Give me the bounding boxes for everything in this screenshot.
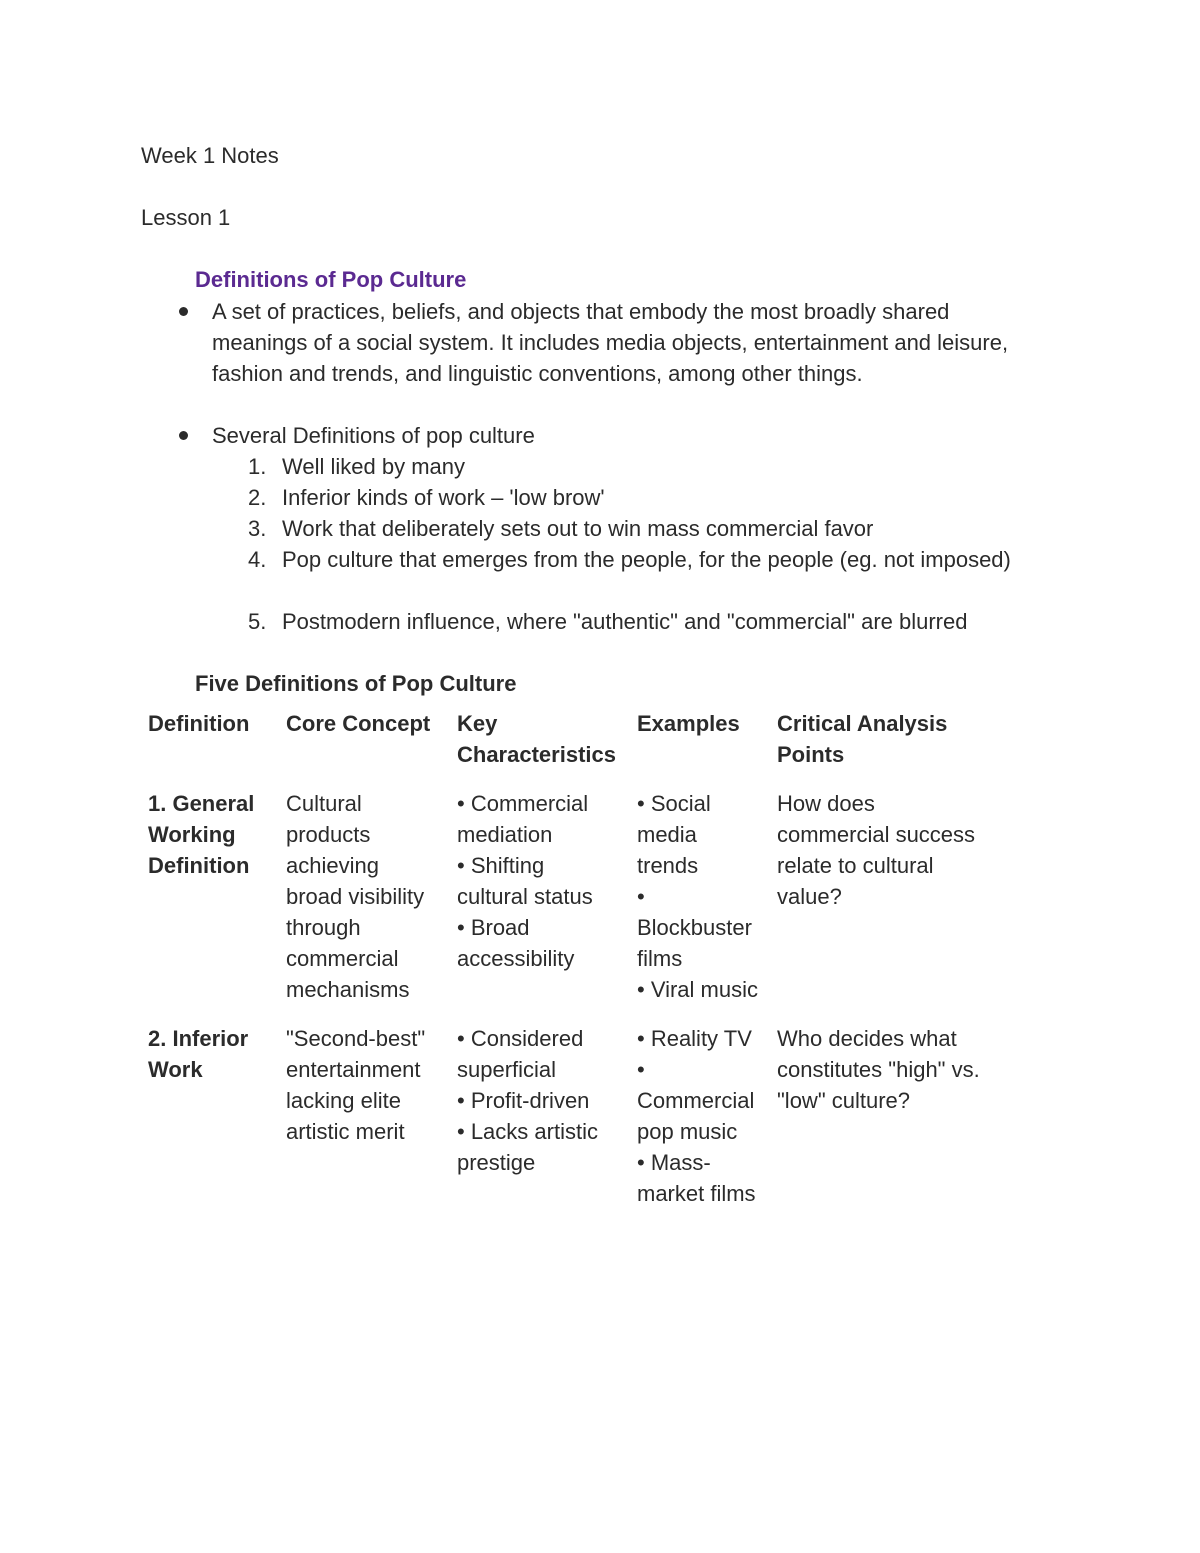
table-header-row bbox=[140, 704, 990, 784]
header-examples: Examples bbox=[637, 711, 740, 736]
item-number: 1. bbox=[248, 454, 267, 479]
characteristic-item: • Considered superficial bbox=[457, 1026, 584, 1082]
cell-examples bbox=[629, 784, 769, 1019]
item-text: Work that deliberately sets out to win mass commercial favor bbox=[282, 516, 874, 541]
table-row bbox=[140, 784, 990, 1019]
header-core-concept: Core Concept bbox=[286, 711, 431, 736]
example-item: • Mass-market films bbox=[637, 1150, 756, 1206]
header-definition: Definition bbox=[148, 711, 250, 736]
cell-characteristics bbox=[449, 784, 629, 1019]
cell-definition: 1. General Working Definition bbox=[148, 791, 255, 878]
table-row bbox=[140, 1019, 990, 1223]
characteristic-item: • Lacks artistic prestige bbox=[457, 1119, 598, 1175]
item-number: 3. bbox=[248, 516, 267, 541]
example-item: • Blockbuster films bbox=[637, 884, 752, 971]
document-title: Week 1 Notes bbox=[141, 143, 279, 168]
header-critical-analysis: Critical Analysis Points bbox=[777, 711, 948, 767]
item-number: 4. bbox=[248, 547, 267, 572]
characteristic-item: • Shifting cultural status bbox=[457, 853, 593, 909]
example-item: • Viral music bbox=[637, 977, 758, 1002]
header-key-characteristics: Key Characteristics bbox=[457, 711, 616, 767]
cell-analysis: Who decides what constitutes "high" vs. "low" culture? bbox=[777, 1026, 980, 1113]
item-number: 5. bbox=[248, 609, 267, 634]
bullet-dot-icon bbox=[179, 307, 188, 316]
item-text: Pop culture that emerges from the people, for the people (eg. not imposed) bbox=[282, 547, 1011, 572]
cell-characteristics bbox=[449, 1019, 629, 1223]
cell-core-concept: "Second-best" entertainment lacking elite artistic merit bbox=[286, 1026, 426, 1144]
characteristic-item: • Profit-driven bbox=[457, 1088, 590, 1113]
item-text: Well liked by many bbox=[282, 454, 465, 479]
example-item: • Reality TV bbox=[637, 1026, 752, 1051]
table-title: Five Definitions of Pop Culture bbox=[195, 671, 517, 696]
section-heading: Definitions of Pop Culture bbox=[195, 267, 467, 292]
bullet-dot-icon bbox=[179, 431, 188, 440]
cell-definition: 2. Inferior Work bbox=[148, 1026, 249, 1082]
item-text: Postmodern influence, where "authentic" and "commercial" are blurred bbox=[282, 609, 968, 634]
cell-analysis: How does commercial success relate to cultural value? bbox=[777, 791, 976, 909]
definitions-table bbox=[140, 704, 990, 1223]
cell-examples bbox=[629, 1019, 769, 1223]
example-item: • Social media trends bbox=[637, 791, 711, 878]
characteristic-item: • Commercial mediation bbox=[457, 791, 589, 847]
characteristic-item: • Broad accessibility bbox=[457, 915, 575, 971]
cell-core-concept: Cultural products achieving broad visibility through commercial mechanisms bbox=[286, 791, 425, 1002]
bullet-item-several-definitions: Several Definitions of pop culture bbox=[212, 423, 535, 448]
lesson-label: Lesson 1 bbox=[141, 205, 231, 230]
bullet-item-definition: A set of practices, beliefs, and objects that embody the most broadly shared meanings of a social system. It includes media objects, entertainment and leisure, fashion and trends, and linguistic conventions, among other things. bbox=[212, 299, 1009, 386]
example-item: • Commercial pop music bbox=[637, 1057, 755, 1144]
item-text: Inferior kinds of work – 'low brow' bbox=[282, 485, 605, 510]
item-number: 2. bbox=[248, 485, 267, 510]
